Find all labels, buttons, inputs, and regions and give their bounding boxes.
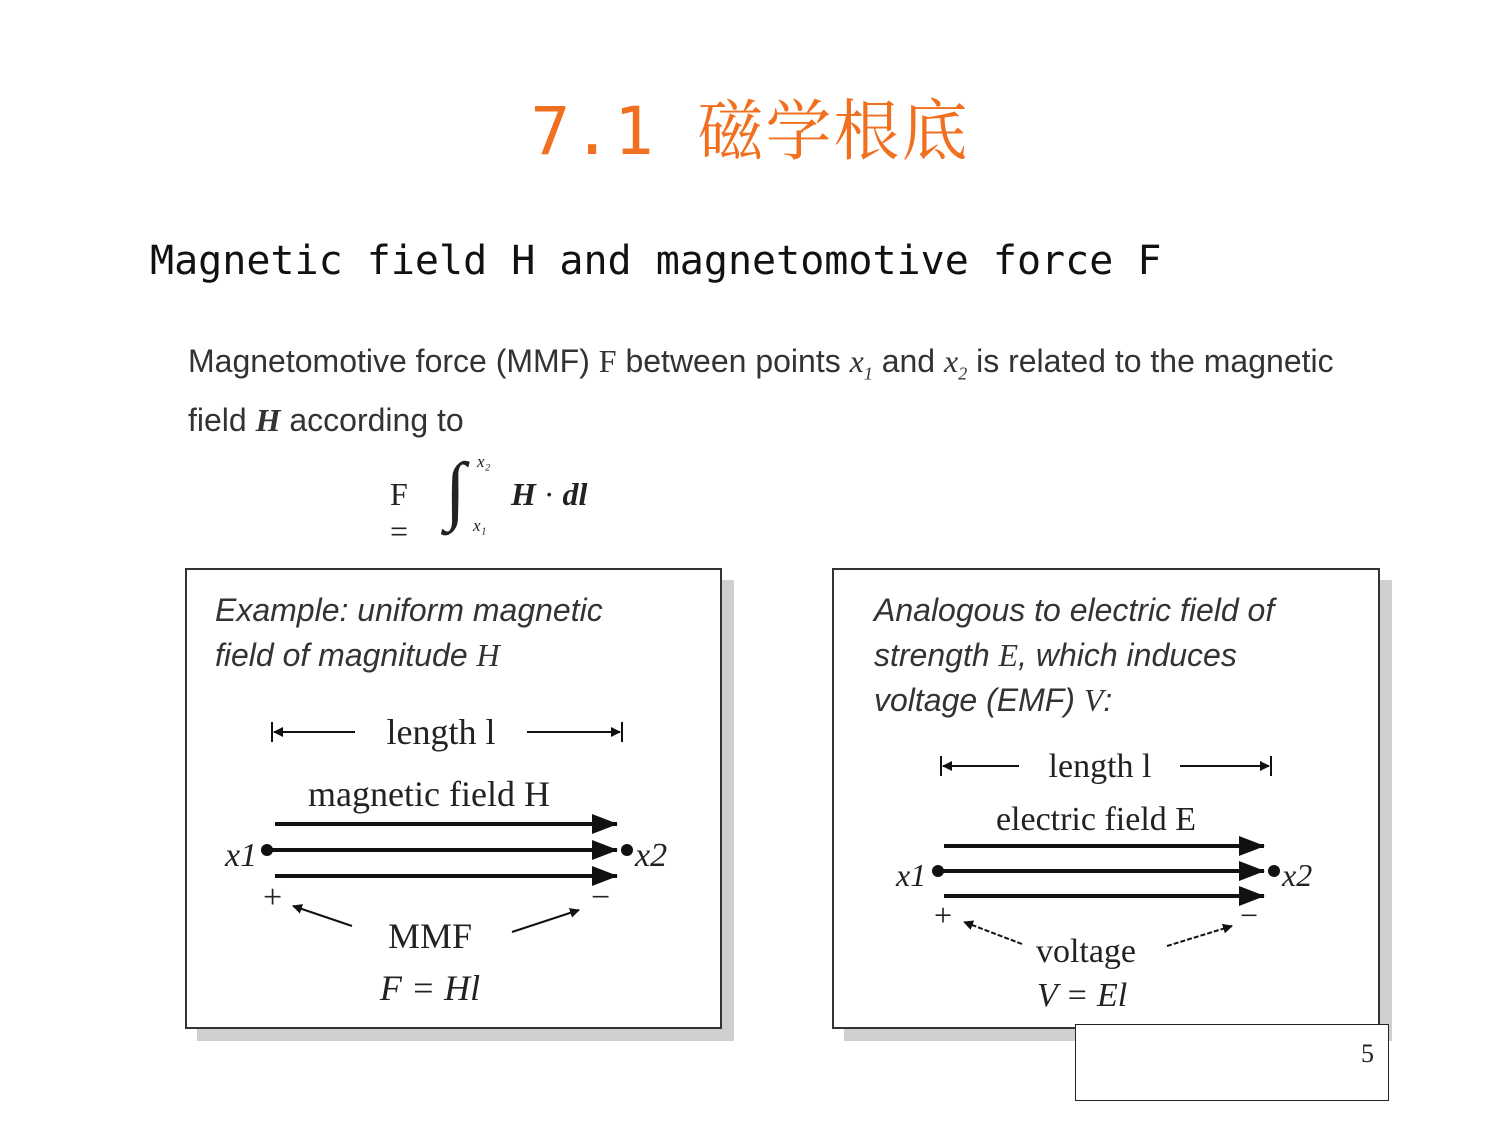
intro-text-4: according to — [280, 402, 464, 439]
length-label: length l — [386, 712, 496, 752]
mmf-equation: F = Hl — [379, 968, 481, 1008]
mmf-arrow-left — [293, 906, 352, 926]
example-caption-h: H — [476, 637, 500, 673]
plus-sign: + — [263, 879, 283, 916]
voltage-arrow-right — [1167, 926, 1232, 946]
electric-field-diagram — [834, 570, 1378, 1027]
integral-sign: ∫ — [445, 448, 466, 532]
formula-dot: · — [535, 476, 563, 512]
analogy-caption-line2c: , which induces — [1018, 637, 1237, 673]
mmf-arrow-right — [512, 910, 579, 932]
formula-dl: dl — [562, 476, 588, 512]
magnetic-field-label: magnetic field H — [308, 774, 550, 814]
analogy-caption-line1: Analogous to electric field of — [874, 592, 1275, 628]
intro-text-1: Magnetomotive force (MMF) — [188, 343, 599, 379]
x2-label: x2 — [635, 837, 668, 874]
integral-upper-limit: x₂ — [477, 452, 491, 471]
analogy-caption-e: E — [998, 637, 1019, 673]
minus-sign: − — [1240, 897, 1259, 933]
integral-lower-limit: x₁ — [473, 516, 487, 535]
example-caption-line2: field of magnitude — [215, 637, 477, 673]
plus-sign: + — [934, 897, 953, 933]
analogy-caption-v: V — [1083, 682, 1104, 718]
voltage-arrow-left — [964, 922, 1022, 944]
x2-point — [1268, 865, 1280, 877]
x2-point — [621, 844, 633, 856]
intro-text-and: and — [872, 343, 944, 379]
formula-lhs: F = — [390, 476, 409, 549]
voltage-equation: V = El — [1036, 977, 1128, 1014]
x1-label: x1 — [225, 837, 258, 874]
minus-sign: − — [591, 879, 611, 916]
example-box — [185, 568, 722, 1029]
analogy-caption-line2a: strength — [874, 637, 999, 673]
mmf-symbol: F — [598, 343, 617, 379]
mmf-label: MMF — [387, 916, 473, 956]
x1-label: x1 — [896, 857, 927, 893]
length-label: length l — [1048, 748, 1152, 785]
intro-text-2: between points — [616, 343, 850, 379]
x2-subscript: 2 — [958, 363, 968, 384]
analogy-caption-line3a: voltage (EMF) — [874, 682, 1084, 718]
x1-subscript: 1 — [863, 363, 873, 384]
intro-text-3: is related to the magnetic field — [188, 343, 1334, 439]
page-number-box — [1075, 1024, 1389, 1101]
slide-title: 7.1 磁学根底 — [530, 93, 970, 170]
x1-point — [261, 844, 273, 856]
x1-point — [932, 865, 944, 877]
h-symbol: H — [255, 402, 281, 439]
x2-symbol: x — [943, 343, 959, 379]
formula-rhs — [511, 476, 587, 513]
page-number: 5 — [1361, 1039, 1374, 1068]
analogy-caption-line3c: : — [1103, 682, 1113, 718]
magnetic-field-diagram — [187, 570, 720, 1027]
voltage-label: voltage — [1035, 933, 1137, 970]
slide-subtitle: Magnetic field H and magnetomotive force F — [150, 238, 1162, 284]
x2-label: x2 — [1282, 857, 1313, 893]
intro-paragraph — [188, 338, 1348, 444]
x1-symbol: x — [849, 343, 864, 379]
example-caption-line1: Example: uniform magnetic — [215, 592, 603, 628]
analogy-box — [832, 568, 1380, 1029]
formula-h: H — [511, 476, 536, 512]
electric-field-label: electric field E — [995, 801, 1197, 838]
